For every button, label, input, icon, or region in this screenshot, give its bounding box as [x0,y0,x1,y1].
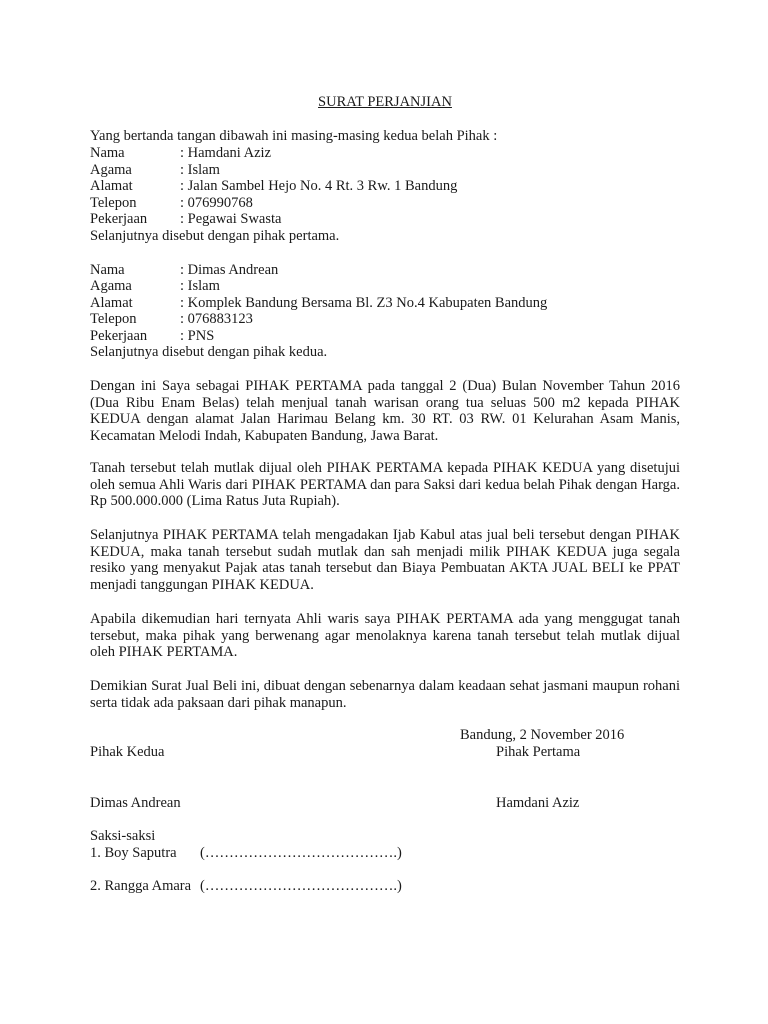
field-label: Alamat [90,295,133,311]
paragraph-sale: Dengan ini Saya sebagai PIHAK PERTAMA pada tanggal 2 (Dua) Bulan November Tahun 2016 (Dua Ribu Enam Belas) telah menjual tanah warisan orang tua seluas 500 m2 kepada PIHAK KEDUA dengan alamat Jalan Harimau Belang km. 30 RT. 03 RW. 01 Kelurahan Asam Manis, Kecamatan Melodi Indah, Kabupaten Bandung, Jawa Barat. [90,378,680,444]
paragraph-closing: Demikian Surat Jual Beli ini, dibuat dengan sebenarnya dalam keadaan sehat jasmani maupun rohani serta tidak ada paksaan dari pihak manapun. [90,678,680,711]
paragraph-price: Tanah tersebut telah mutlak dijual oleh PIHAK PERTAMA kepada PIHAK KEDUA yang disetujui oleh semua Ahli Waris dari PIHAK PERTAMA dan para Saksi dari kedua belah Pihak dengan Harga. Rp 500.000.000 (Lima Ratus Juta Rupiah). [90,460,680,509]
field-value: : 076883123 [180,311,253,327]
field-label: Nama [90,262,125,278]
right-signatory-name: Hamdani Aziz [496,795,580,811]
field-label: Pekerjaan [90,328,148,344]
field-value: : Komplek Bandung Bersama Bl. Z3 No.4 Kabupaten Bandung [180,295,548,311]
field-label: Agama [90,162,132,178]
witnesses-heading: Saksi-saksi [90,828,156,844]
field-value: : Hamdani Aziz [180,145,272,161]
field-label: Telepon [90,195,137,211]
witness-name: 2. Rangga Amara [90,878,192,894]
party1-occupation-row [90,211,281,228]
party2-phone-row [90,311,253,328]
document-title: SURAT PERJANJIAN [318,94,452,110]
party1-religion-row [90,162,220,179]
intro-text: Yang bertanda tangan dibawah ini masing-masing kedua belah Pihak : [90,128,498,144]
party2-name-row [90,262,278,279]
witness-signature-line: (………………………………….) [200,845,402,861]
party2-closing: Selanjutnya disebut dengan pihak kedua. [90,344,328,360]
party1-address-row [90,178,457,195]
paragraph-dispute: Apabila dikemudian hari ternyata Ahli waris saya PIHAK PERTAMA ada yang menggugat tanah tersebut, maka pihak yang berwenang agar menolaknya karena tanah tersebut telah mutlak dijual oleh PIHAK PERTAMA. [90,611,680,660]
field-value: : Jalan Sambel Hejo No. 4 Rt. 3 Rw. 1 Bandung [180,178,458,194]
left-role: Pihak Kedua [90,744,165,760]
field-value: : 076990768 [180,195,253,211]
field-value: : Islam [180,278,220,294]
witness-name: 1. Boy Saputra [90,845,177,861]
field-value: : PNS [180,328,215,344]
paragraph-transfer: Selanjutnya PIHAK PERTAMA telah mengadakan Ijab Kabul atas jual beli tersebut dengan PIHAK KEDUA, maka tanah tersebut sudah mutlak dan sah menjadi milik PIHAK KEDUA juga segala resiko yang menyakut Pajak atas tanah tersebut dan Biaya Pembuatan AKTA JUAL BELI ke PPAT menjadi tanggungan PIHAK KEDUA. [90,527,680,593]
party1-closing: Selanjutnya disebut dengan pihak pertama. [90,228,340,244]
party2-address-row [90,295,547,312]
left-signatory-name: Dimas Andrean [90,795,181,811]
field-value: : Dimas Andrean [180,262,279,278]
party2-occupation-row [90,328,214,345]
witness-signature-line: (………………………………….) [200,878,402,894]
field-value: : Pegawai Swasta [180,211,282,227]
party1-name-row [90,145,271,162]
right-role: Pihak Pertama [496,744,581,760]
witness-row [90,878,402,895]
field-label: Nama [90,145,125,161]
witness-row [90,845,402,862]
field-label: Agama [90,278,132,294]
place-date: Bandung, 2 November 2016 [460,727,625,743]
field-value: : Islam [180,162,220,178]
party2-religion-row [90,278,220,295]
field-label: Alamat [90,178,133,194]
party1-phone-row [90,195,253,212]
field-label: Telepon [90,311,137,327]
document-page [90,0,680,1024]
field-label: Pekerjaan [90,211,148,227]
